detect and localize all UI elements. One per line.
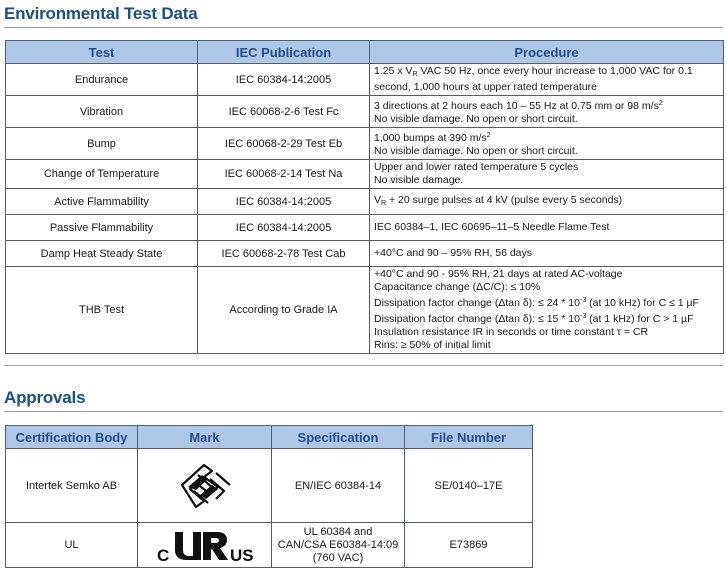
table-header-row: [6, 426, 533, 449]
header-mark: Mark: [138, 426, 272, 449]
table-row: [6, 449, 533, 523]
iec-cell: IEC 60068-2-78 Test Cab: [198, 241, 370, 267]
mark-text-c: C: [156, 546, 169, 564]
iec-cell: IEC 60384-14:2005: [198, 215, 370, 241]
approvals-title: Approvals: [4, 388, 86, 407]
procedure-cell: $V_R + 20$ surge pulses at 4 kV (pulse every 5 seconds): [370, 189, 724, 215]
table-row: [6, 96, 724, 128]
header-iec-publication: IEC Publication: [198, 41, 370, 64]
enec-mark-icon: [174, 461, 236, 511]
procedure-cell: 1.25 x $V_R$ VAC 50 Hz, once every hour increase to 1,000 VAC for 0.1 second, 1,000 hours at upper rated temperature: [370, 64, 724, 96]
specification-cell: UL 60384 and CAN/CSA E60384-14:09 (760 VAC): [272, 523, 405, 568]
iec-cell: IEC 60384-14:2005: [198, 189, 370, 215]
section-divider: [4, 365, 723, 366]
certification-body-cell: UL: [6, 523, 138, 568]
mark-cell: [138, 449, 272, 523]
header-certification-body: Certification Body: [6, 426, 138, 449]
table-row: [6, 267, 724, 354]
test-cell: Endurance: [6, 64, 198, 96]
specification-cell: EN/IEC 60384-14: [272, 449, 405, 523]
file-number-cell: SE/0140–17E: [405, 449, 533, 523]
test-cell: Damp Heat Steady State: [6, 241, 198, 267]
test-cell: Vibration: [6, 96, 198, 128]
iec-cell: IEC 60068-2-14 Test Na: [198, 160, 370, 189]
environmental-test-table: [5, 40, 724, 354]
procedure-cell: Upper and lower rated temperature 5 cycles No visible damage.: [370, 160, 724, 189]
table-header-row: [6, 41, 724, 64]
procedure-cell: 1,000 bumps at 390 $m/s^2$ No visible damage. No open or short circuit.: [370, 128, 724, 160]
test-cell: Bump: [6, 128, 198, 160]
header-specification: Specification: [272, 426, 405, 449]
iec-cell: IEC 60068-2-29 Test Eb: [198, 128, 370, 160]
table-row: [6, 241, 724, 267]
test-cell: THB Test: [6, 267, 198, 354]
section-divider: [4, 27, 723, 28]
header-test: Test: [6, 41, 198, 64]
table-row: [6, 160, 724, 189]
table-row: [6, 64, 724, 96]
mark-cell: [138, 523, 272, 568]
procedure-cell: +40°C and 90 – 95% RH, 56 days: [370, 241, 724, 267]
table-row: [6, 128, 724, 160]
approvals-table: [5, 425, 533, 568]
table-row: [6, 215, 724, 241]
header-procedure: Procedure: [370, 41, 724, 64]
table-row: [6, 189, 724, 215]
procedure-cell: 3 directions at 2 hours each 10 – 55 Hz at 0.75 mm or 98 $m/s^2$ No visible damage. No open or short circuit.: [370, 96, 724, 128]
test-cell: Active Flammability: [6, 189, 198, 215]
header-file-number: File Number: [405, 426, 533, 449]
table-row: [6, 523, 533, 568]
iec-cell: According to Grade IA: [198, 267, 370, 354]
environmental-test-data-title: Environmental Test Data: [4, 4, 198, 23]
test-cell: Passive Flammability: [6, 215, 198, 241]
procedure-cell: +40°C and 90 - 95% RH, 21 days at rated AC-voltage Capacitance change (ΔC/C): ≤ 10% Dissipation factor change (Δtan δ): ≤ $24 * 10^{-3}$ (at 10 kHz) for C ≤ 1 µF Dissipation factor change (Δtan δ): ≤ $15 * 10^{-3}$ (at 1 kHz) for C > 1 µF Insulation resistance IR in seconds or time constant τ = CR Rins: ≥ 50% of initial limit: [370, 267, 724, 354]
iec-cell: IEC 60068-2-6 Test Fc: [198, 96, 370, 128]
section-divider: [4, 411, 723, 412]
procedure-cell: IEC 60384–1, IEC 60695–11–5 Needle Flame Test: [370, 215, 724, 241]
c-ur-us-mark-icon: [153, 526, 257, 564]
file-number-cell: E73869: [405, 523, 533, 568]
mark-text-us: US: [229, 546, 254, 564]
iec-cell: IEC 60384-14:2005: [198, 64, 370, 96]
certification-body-cell: Intertek Semko AB: [6, 449, 138, 523]
test-cell: Change of Temperature: [6, 160, 198, 189]
